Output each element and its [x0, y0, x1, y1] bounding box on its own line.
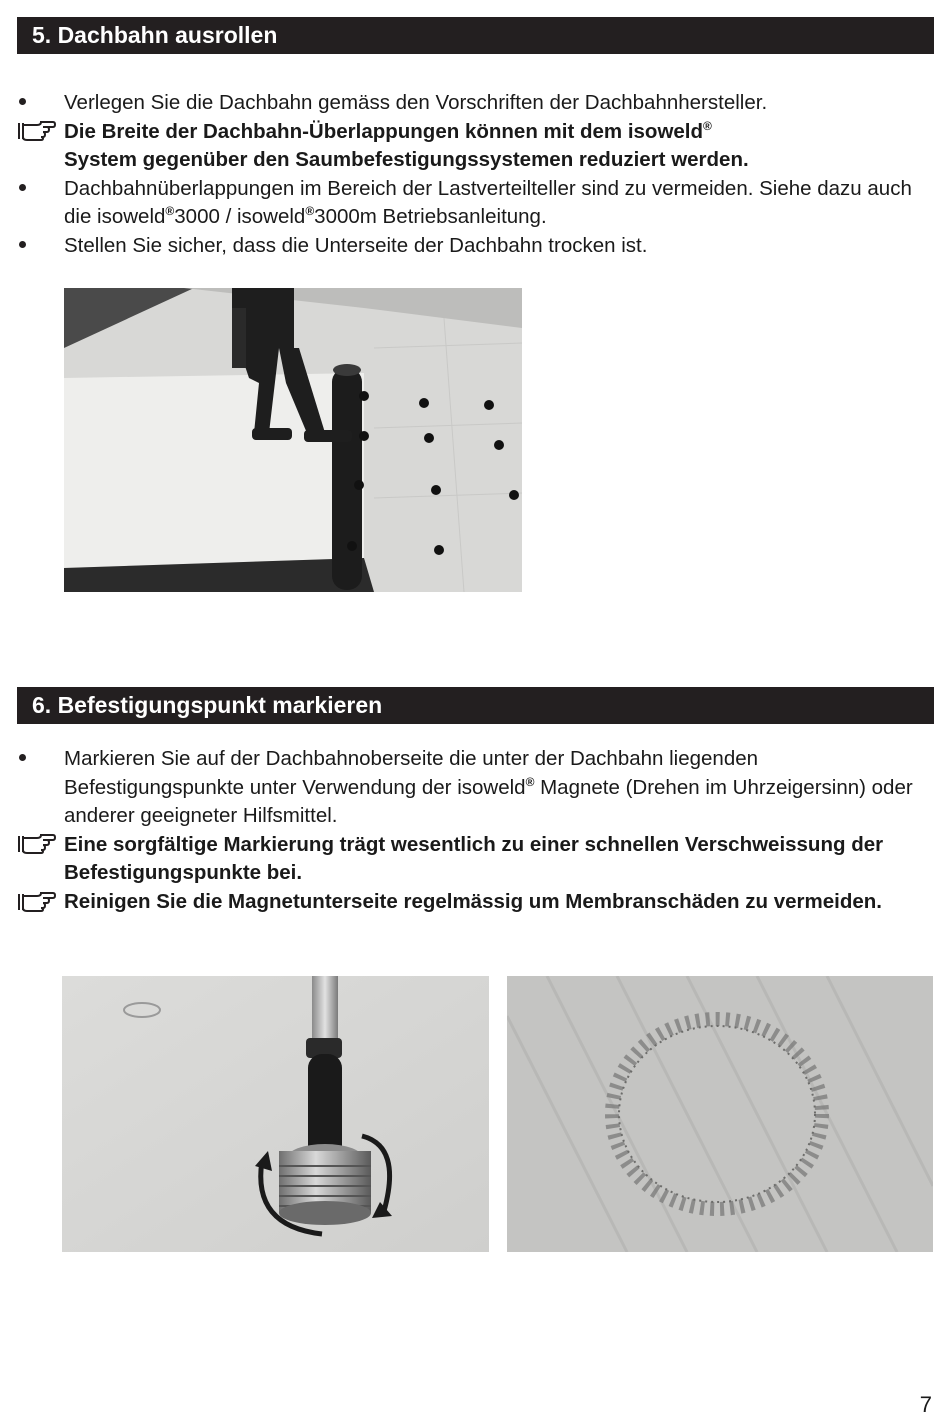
section-5-list — [17, 89, 917, 261]
bullet-icon — [17, 745, 61, 774]
bullet-icon — [17, 175, 61, 204]
note-item: Eine sorgfältige Markierung trägt wesentlich zu einer schnellen Verschweissung der Befestigungspunkte bei. — [17, 831, 917, 888]
photo-magnet-tool — [62, 976, 489, 1252]
list-item: Verlegen Sie die Dachbahn gemäss den Vorschriften der Dachbahnhersteller. — [17, 89, 917, 118]
section-6-header — [17, 687, 934, 724]
list-item: Dachbahnüberlappungen im Bereich der Lastverteilteller sind zu vermeiden. Siehe dazu auch die isoweld®3000 / isoweld®3000m Betriebsanleitung. — [17, 175, 917, 232]
list-item: Markieren Sie auf der Dachbahnoberseite die unter der Dachbahn liegenden Befestigungspunkte unter Verwendung der isoweld® Magnete (Drehen im Uhrzeigersinn) oder anderer geeigneter Hilfsmittel. — [17, 745, 917, 831]
pointing-hand-icon — [17, 831, 61, 860]
bullet-icon — [17, 232, 61, 261]
pointing-hand-icon — [17, 118, 61, 147]
photo-marked-circle — [507, 976, 933, 1252]
note-item: Reinigen Sie die Magnetunterseite regelmässig um Membranschäden zu vermeiden. — [17, 888, 917, 917]
bullet-icon — [17, 89, 61, 118]
section-6-title: 6. Befestigungspunkt markieren — [32, 692, 383, 718]
list-item: Stellen Sie sicher, dass die Unterseite der Dachbahn trocken ist. — [17, 232, 917, 261]
section-5-title: 5. Dachbahn ausrollen — [32, 22, 278, 48]
section-6-list — [17, 745, 917, 917]
page-number: 7 — [919, 1392, 932, 1417]
photo-rolling-membrane — [64, 288, 522, 592]
note-item: Die Breite der Dachbahn-Überlappungen können mit dem isoweld® System gegenüber den Saumbefestigungssystemen reduziert werden. — [17, 118, 917, 175]
section-5-header — [17, 17, 934, 54]
pointing-hand-icon — [17, 888, 61, 917]
